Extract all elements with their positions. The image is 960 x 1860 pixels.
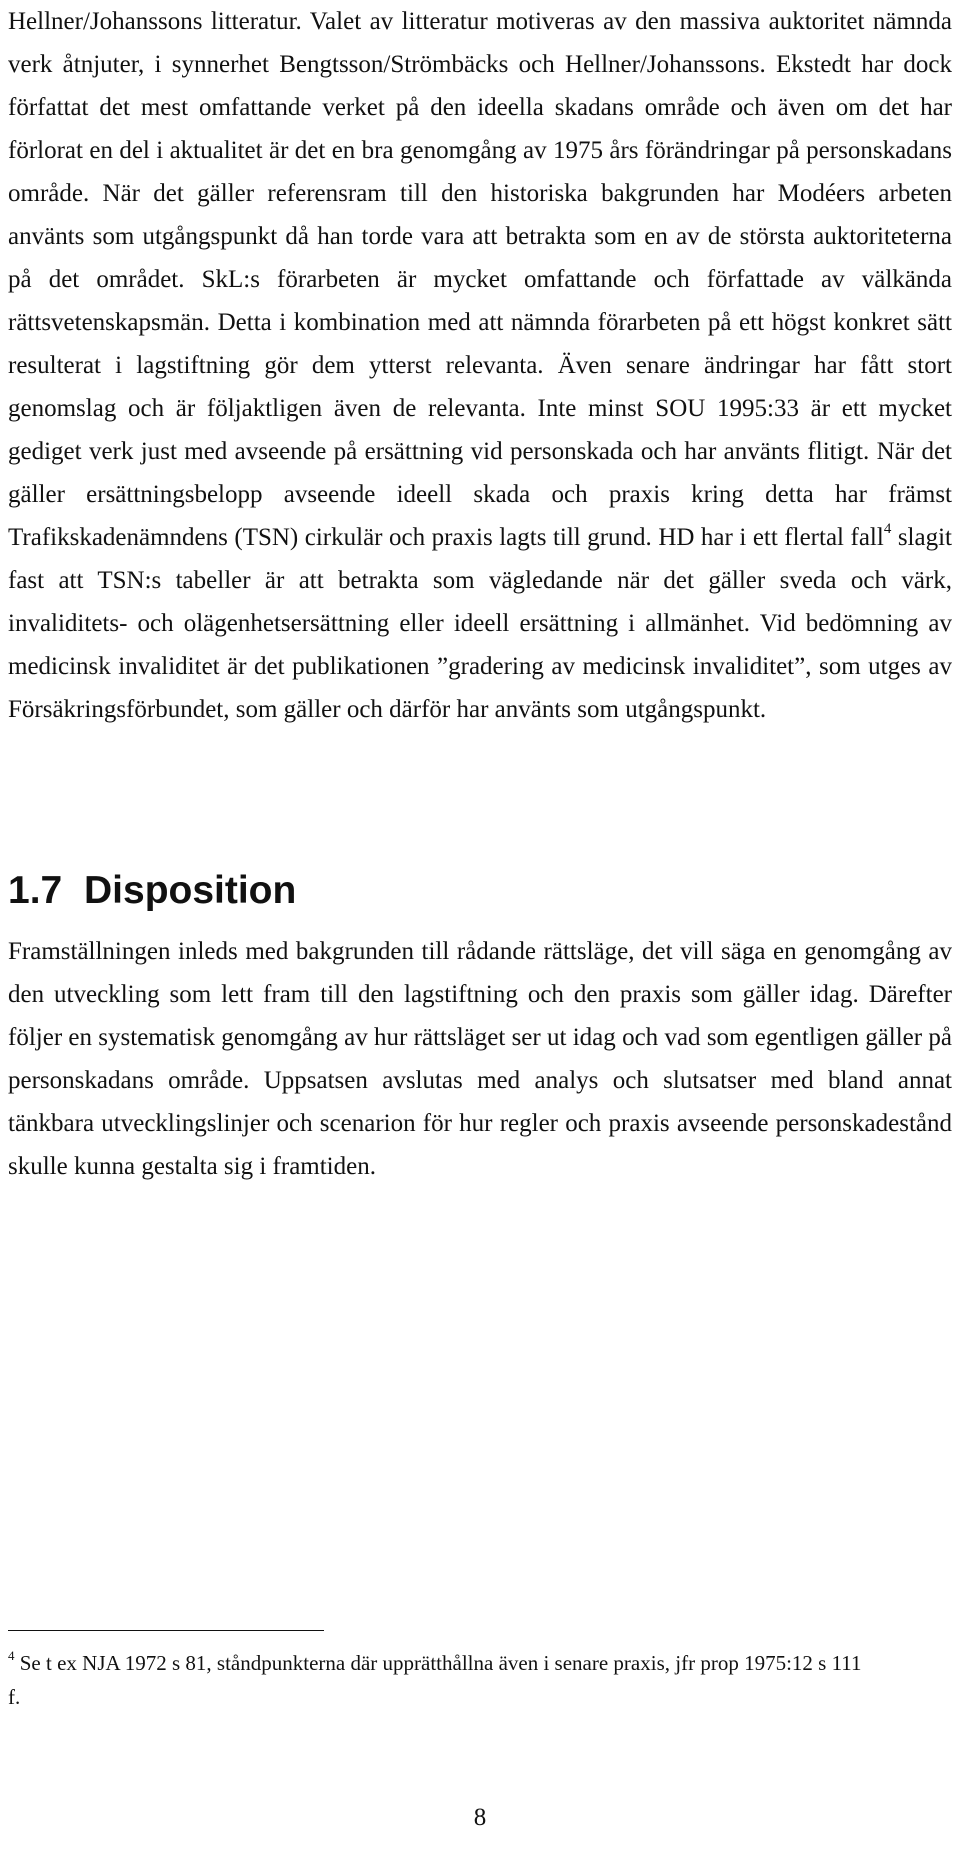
paragraph-text-part-1: Hellner/Johanssons litteratur. Valet av litteratur motiveras av den massiva auktoritet nämnda verk åtnjuter, i synnerhet Bengtsson/Strömbäcks och Hellner/Johanssons. Ekstedt har dock författat det mest omfattande verket på den ideella skadans område och även om det har förlorat en del i aktualitet är det en bra genomgång av 1975 års förändringar på personskadans område. När det gäller referensram till den historiska bakgrunden har Modéers arbeten använts som utgångspunkt då han torde vara att betrakta som en av de största auktoriteterna på det området. SkL:s förarbeten är mycket omfattande och författade av välkända rättsvetenskapsmän. Detta i kombination med att nämnda förarbeten på ett högst konkret sätt resulterat i lagstiftning gör dem ytterst relevanta. Även senare ändringar har fått stort genomslag och är följaktligen även de relevanta. Inte minst SOU 1995:33 är ett mycket gediget verk just med avseende på ersättning vid personskada och har använts flitigt. När det gäller ersättningsbelopp avseende ideell skada och praxis kring detta har främst Trafikskadenämndens (TSN) cirkulär och praxis lagts till grund. HD har i ett flertal fall [8,8,952,551]
footnote [8,1646,868,1714]
body-paragraph-disposition: Framställningen inleds med bakgrunden till rådande rättsläge, det vill säga en genomgång av den utveckling som lett fram till den lagstiftning och den praxis som gäller idag. Därefter följer en systematisk genomgång av hur rättsläget ser ut idag och vad som egentligen gäller på personskadans område. Uppsatsen avslutas med analys och slutsatser med bland annat tänkbara utvecklingslinjer och scenarion för hur regler och praxis avseende personskadestånd skulle kunna gestalta sig i framtiden. [8,938,952,1180]
paragraph-text-part-2: slagit fast att TSN:s tabeller är att betrakta som vägledande när det gäller sveda och värk, invaliditets- och olägenhetsersättning eller ideell ersättning i allmänhet. Vid bedömning av medicinsk invaliditet är det publikationen ”gradering av medicinsk invaliditet”, som utges av Försäkringsförbundet, som gäller och därför har använts som utgångspunkt. [8,524,952,723]
section-heading [8,866,296,916]
footnote-reference[interactable]: 4 [883,521,892,537]
section-title: Disposition [84,869,297,912]
footnote-text: Se t ex NJA 1972 s 81, ståndpunkterna där upprätthållna även i senare praxis, jfr prop 1975:12 s 111 f. [8,1651,862,1709]
footnote-number: 4 [8,1648,15,1663]
page-number: 8 [473,1804,487,1831]
body-paragraph-sources [8,0,952,731]
section-number: 1.7 [8,869,63,912]
footnote-separator [8,1630,324,1631]
